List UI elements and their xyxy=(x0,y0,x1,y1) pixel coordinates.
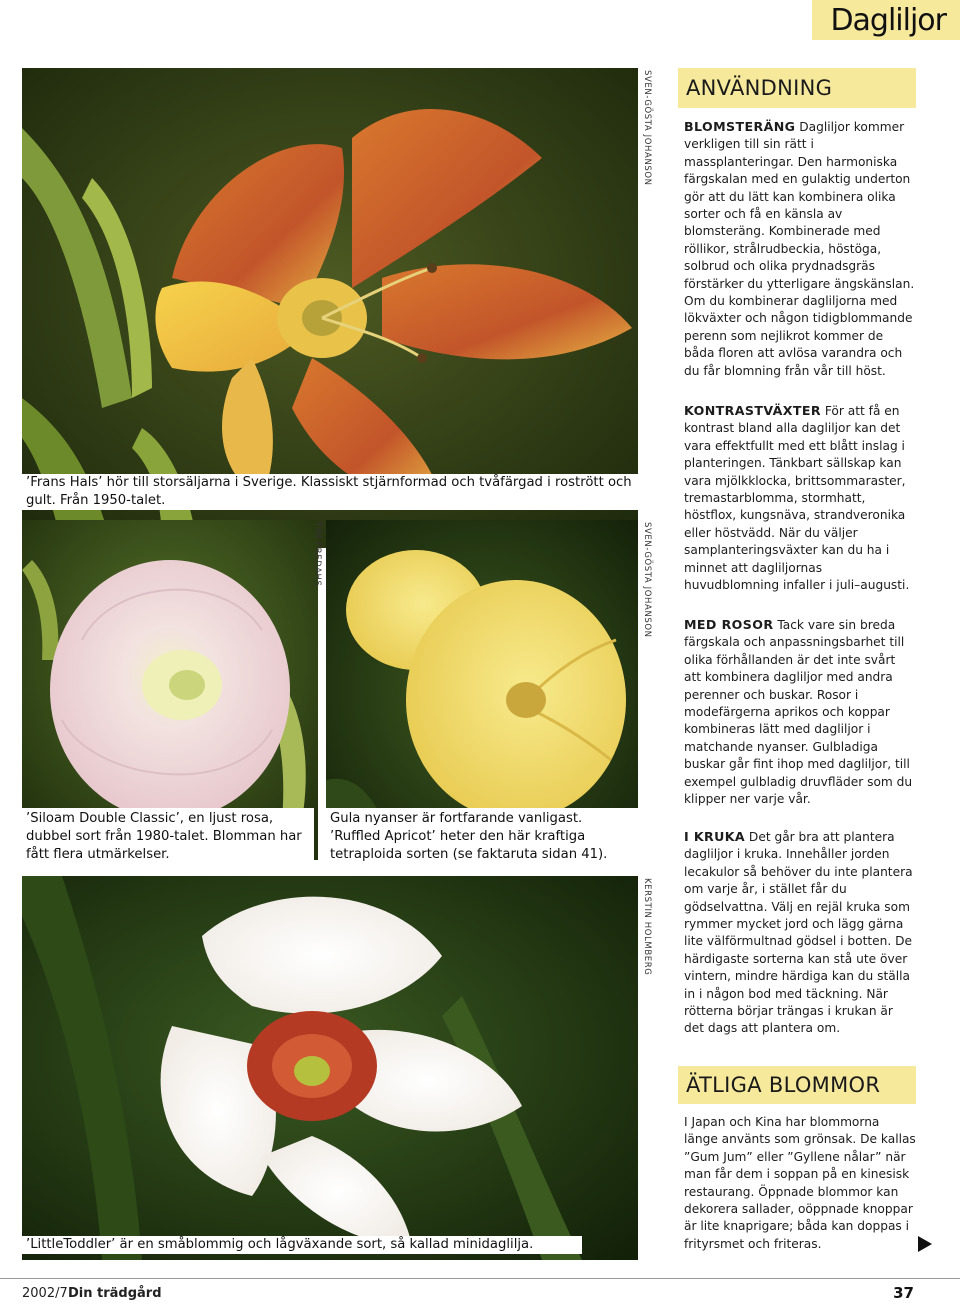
footer-magazine: Din trädgård xyxy=(68,1286,162,1301)
text-med-rosor: Tack vare sin breda färgskala och anpassningsbarhet till olika förhållanden är det inte svårt att kombinera dagliljor med andra perenner och buskar. Rosor i modefärgerna aprikos och koppar kombineras lätt med dagliljor i matchande nyanser. Gulbladiga buskar går fint ihop med dagliljor, till exempel gulbladig druvfläder som du klipper ner varje vår. xyxy=(684,618,913,807)
page-number: 37 xyxy=(893,1284,914,1302)
text-blomsterang: Dagliljor kommer verkligen till sin rätt i massplanteringar. Den harmoniska färgskalan med en gulaktig underton gör att du lätt kan kombinera olika sorter och få en känsla av blomsteräng. Kombinerade med röllikor, strålrudbeckia, höstöga, solbrud och olika prydnadsgräs förstärker du ytterligare ängskänslan. Om du kombinerar dagliljorna med lökväxter och någon tidigblommande perenn som nejlikrot kommer de båda floren att avlösa varandra och du får blomning från vår till höst. xyxy=(684,120,915,378)
caption-siloam: ’Siloam Double Classic’, en ljust rosa, dubbel sort från 1980-talet. Blomman har fått flera utmärkelser. xyxy=(22,808,314,866)
photo-credit-siloam: TIM FREDAHS xyxy=(312,522,322,587)
section-blomsterang xyxy=(684,118,916,380)
photo-credit-frans-hals: SVEN-GÖSTA JOHANSON xyxy=(642,70,652,186)
photo-credit-little-toddler: KERSTIN HOLMBERG xyxy=(642,878,652,976)
section-i-kruka xyxy=(684,828,916,1038)
photo-credit-ruffled-apricot: SVEN-GÖSTA JOHANSON xyxy=(642,522,652,638)
photo-little-toddler xyxy=(22,876,638,1260)
caption-ruffled-apricot: Gula nyanser är fortfarande vanligast. ’Ruffled Apricot’ heter den här kraftiga tetraploida sorten (se faktaruta sidan 41). xyxy=(326,808,638,866)
caption-little-toddler: ’LittleToddler’ är en småblommig och lågväxande sort, så kallad minidaglilja. xyxy=(22,1236,582,1254)
section-edible: I Japan och Kina har blommorna länge använts som grönsak. De kallas ”Gum Jum” eller ”Gyllene nålar” när man får dem i soppan på en kinesisk restaurang. Öppnade blommor kan dekorera sallader, oöppnade knoppar är lite knaprigare; båda kan doppas i frityrsmet och friteras. xyxy=(684,1115,916,1251)
lead-i-kruka: I KRUKA xyxy=(684,829,746,844)
lead-blomsterang: BLOMSTERÄNG xyxy=(684,119,796,134)
text-i-kruka: Det går bra att plantera dagliljor i kruka. Innehåller jorden lecakulor så behöver du inte plantera om varje år, i stället får du gödselvattna. Välj en rejäl kruka som rymmer mycket jord och lägg gärna lite välförmultnad gödsel i botten. De härdigaste sorterna kan stå ute över vintern, mindre härdiga kan du ställa in i någon bod med täckning. När rötterna börjar trängas i krukan är det dags att plantera om. xyxy=(684,830,913,1036)
page-header xyxy=(0,0,960,40)
text-kontrastvaxter: För att få en kontrast bland alla dagliljor kan det vara effektfullt med ett blått inslag i planteringen. Tänkbart sällskap kan vara mjölkklocka, brittsommaraster, tremastarblomma, stormhatt, höstflox, kungsnäva, strandveronika eller höstvädd. När du väljer samplanteringsväxter kan du ha i minnet att dagliljornas huvudblomning infaller i juli–augusti. xyxy=(684,404,910,593)
section-med-rosor xyxy=(684,616,916,808)
lead-med-rosor: MED ROSOR xyxy=(684,617,774,632)
continue-arrow-icon xyxy=(918,1236,932,1252)
section-title: Dagliljor xyxy=(812,0,960,40)
little-toddler-image xyxy=(22,876,638,1260)
footer-rule xyxy=(0,1278,960,1279)
lead-kontrastvaxter: KONTRASTVÄXTER xyxy=(684,403,821,418)
section-kontrastvaxter xyxy=(684,402,916,594)
footer-issue: 2002/7 xyxy=(22,1286,68,1301)
caption-frans-hals: ’Frans Hals’ hör till storsäljarna i Sverige. Klassiskt stjärnformad och tvåfärgad i rostrött och gult. Från 1950-talet. xyxy=(22,474,642,510)
heading-usage: ANVÄNDNING xyxy=(678,68,916,108)
heading-edible: ÄTLIGA BLOMMOR xyxy=(678,1066,916,1104)
